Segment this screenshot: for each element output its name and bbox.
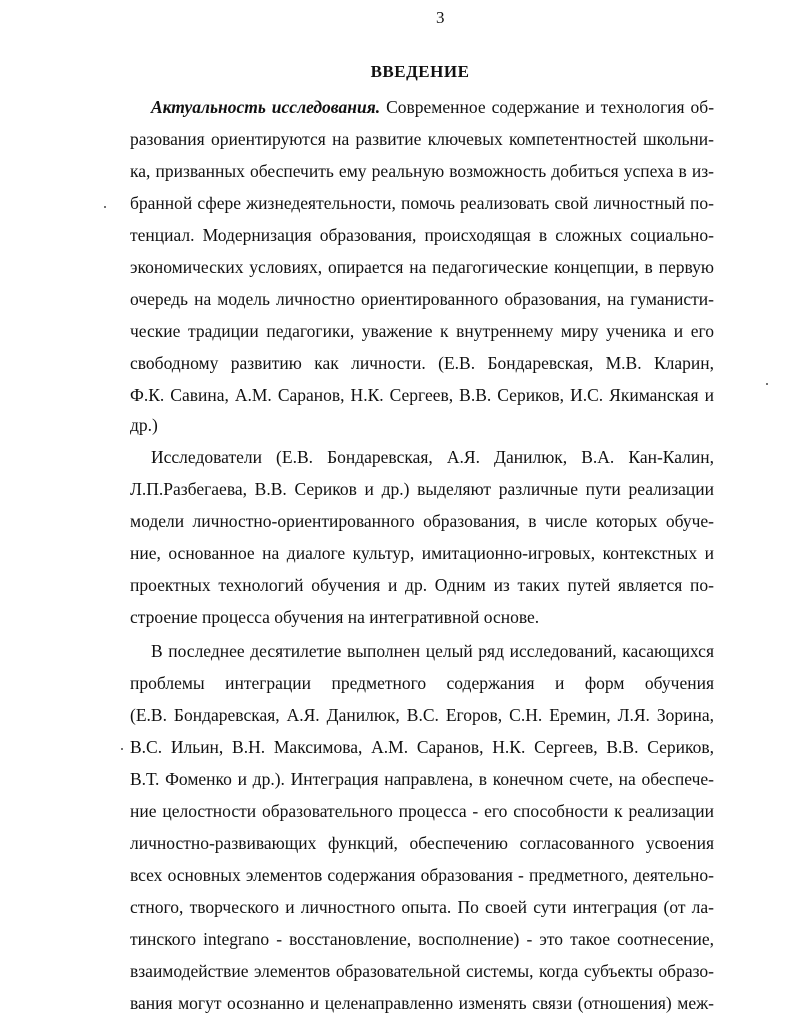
paragraph-1-line: очередь на модель личностно ориентированного образования, на гуманисти- [130, 289, 714, 309]
paragraph-1-line-1-rest: Современное содержание и технология об- [386, 97, 715, 117]
paragraph-1-line: свободному развитию как личности. (Е.В. Бондаревская, М.В. Кларин, [130, 353, 714, 373]
paragraph-1-line: ка, призванных обеспечить ему реальную возможность добиться успеха в из- [130, 161, 714, 181]
paragraph-1-line: тенциал. Модернизация образования, происходящая в сложных социально- [130, 225, 714, 245]
paragraph-1-line: ческие традиции педагогики, уважение к внутреннему миру ученика и его [130, 321, 714, 341]
paragraph-3-line: всех основных элементов содержания образования - предметного, деятельно- [130, 865, 714, 885]
paragraph-2-line: строение процесса обучения на интегративной основе. [130, 607, 540, 627]
paragraph-3-line: ние целостности образовательного процесса - его способности к реализации [130, 801, 714, 821]
paragraph-3-line: В.Т. Фоменко и др.). Интеграция направлена, в конечном счете, на обеспече- [130, 769, 714, 789]
scan-speck [104, 206, 106, 208]
paragraph-3-line: личностно-развивающих функций, обеспечению согласованного усвоения [130, 833, 714, 853]
paragraph-1-line: др.) [130, 415, 158, 435]
relevance-lead: Актуальность исследования. [151, 97, 381, 117]
scan-speck [121, 748, 123, 750]
paragraph-3-line: взаимодействие элементов образовательной системы, когда субъекты образо- [130, 961, 714, 981]
section-heading: ВВЕДЕНИЕ [370, 62, 470, 81]
paragraph-3-line: В.С. Ильин, В.Н. Максимова, А.М. Саранов, Н.К. Сергеев, В.В. Сериков, [130, 737, 714, 757]
paragraph-1-line-1 [151, 96, 714, 118]
paragraph-3-line: (Е.В. Бондаревская, А.Я. Данилюк, В.С. Егоров, С.Н. Еремин, Л.Я. Зорина, [130, 705, 714, 725]
paragraph-3-line: вания могут осознанно и целенаправленно изменять связи (отношения) меж- [130, 993, 714, 1013]
paragraph-3-line: стного, творческого и личностного опыта. По своей сути интеграция (от ла- [130, 897, 714, 917]
paragraph-2-line: ние, основанное на диалоге культур, имитационно-игровых, контекстных и [130, 543, 714, 563]
scan-speck [766, 383, 768, 385]
paragraph-3-line: тинского integrano - восстановление, восполнение) - это такое соотнесение, [130, 929, 714, 949]
paragraph-2-line: проектных технологий обучения и др. Одним из таких путей является по- [130, 575, 714, 595]
paragraph-3-line: В последнее десятилетие выполнен целый ряд исследований, касающихся [151, 641, 714, 661]
paragraph-2-line: Л.П.Разбегаева, В.В. Сериков и др.) выделяют различные пути реализации [130, 479, 714, 499]
paragraph-2-line: модели личностно-ориентированного образования, в числе которых обуче- [130, 511, 714, 531]
paragraph-1-line: Ф.К. Савина, А.М. Саранов, Н.К. Сергеев, В.В. Сериков, И.С. Якиманская и [130, 385, 714, 405]
page-number: 3 [436, 8, 445, 27]
paragraph-2-line: Исследователи (Е.В. Бондаревская, А.Я. Данилюк, В.А. Кан-Калин, [151, 447, 714, 467]
paragraph-1-line: разования ориентируются на развитие ключевых компетентностей школьни- [130, 129, 714, 149]
paragraph-1-line: бранной сфере жизнедеятельности, помочь реализовать свой личностный по- [130, 193, 714, 213]
paragraph-1-line: экономических условиях, опирается на педагогические концепции, в первую [130, 257, 714, 277]
paragraph-3-line: проблемы интеграции предметного содержания и форм обучения [130, 673, 714, 693]
